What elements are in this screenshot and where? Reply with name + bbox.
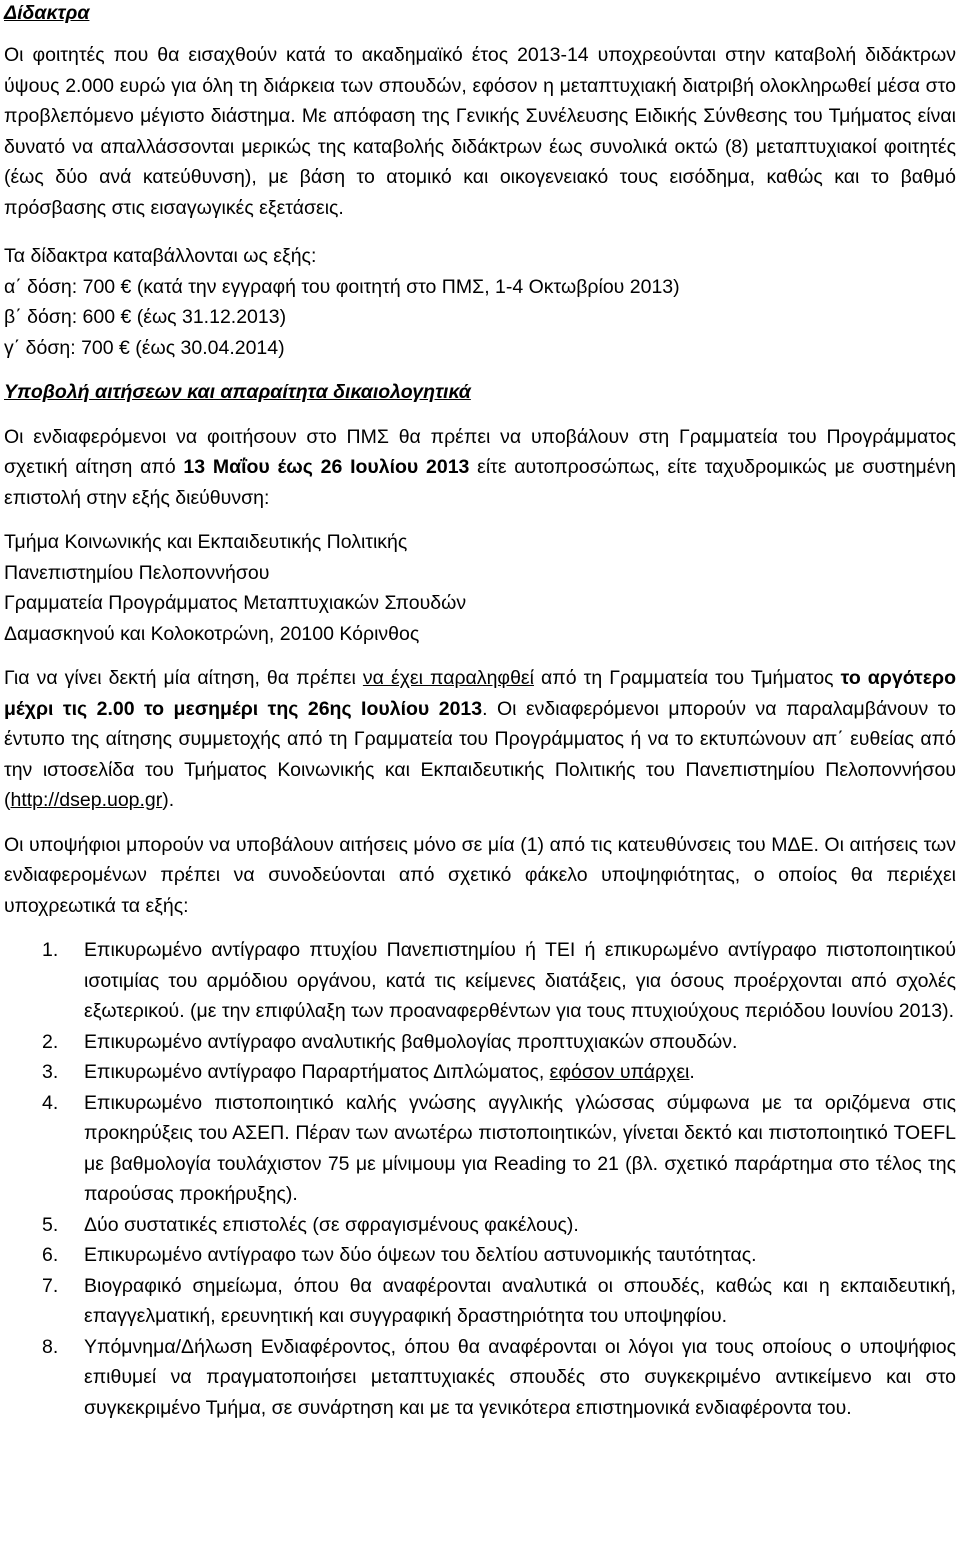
documents-list xyxy=(4,935,956,1423)
address-line: Πανεπιστημίου Πελοποννήσου xyxy=(4,561,270,584)
list-item xyxy=(4,1027,956,1058)
list-item xyxy=(4,935,956,1027)
list-text: Επικυρωμένο πιστοποιητικό καλής γνώσης αγγλικής γλώσσας σύμφωνα με τα οριζόμενα στις προκηρύξεις του ΑΣΕΠ. Πέραν των ανωτέρω πιστοποιητικών, γίνεται δεκτό και πιστοποιητικό TOEFL με βαθμολογία τουλάχιστον 75 με μίνιμουμ για Reading το 21 (βλ. σχετικό παράρτημα στο τέλος της παρούσας προκήρυξης). xyxy=(84,1091,956,1205)
list-item xyxy=(4,1240,956,1271)
applications-heading: Υποβολή αιτήσεων και απαραίτητα δικαιολογητικά xyxy=(4,381,471,403)
text-span: . xyxy=(689,1061,695,1083)
list-number: 3. xyxy=(42,1061,59,1083)
installment-3: γ΄ δόση: 700 € (έως 30.04.2014) xyxy=(4,336,285,359)
mailing-address xyxy=(4,527,956,649)
list-number: 6. xyxy=(42,1244,59,1266)
department-website-link[interactable]: http://dsep.uop.gr xyxy=(10,789,163,811)
address-line: Γραμματεία Προγράμματος Μεταπτυχιακών Σπουδών xyxy=(4,592,467,614)
list-item xyxy=(4,1332,956,1424)
list-text: Επικυρωμένο αντίγραφο αναλυτικής βαθμολογίας προπτυχιακών σπουδών. xyxy=(84,1030,738,1053)
list-item xyxy=(4,1210,956,1241)
list-item xyxy=(4,1057,956,1088)
list-text: Επικυρωμένο αντίγραφο των δύο όψεων του δελτίου αστυνομικής ταυτότητας. xyxy=(84,1244,757,1266)
fees-paragraph: Οι φοιτητές που θα εισαχθούν κατά το ακαδημαϊκό έτος 2013-14 υποχρεούνται στην καταβολή διδάκτρων ύψους 2.000 ευρώ για όλη τη διάρκεια των σπουδών, εφόσον η μεταπτυχιακή διατριβή ολοκληρωθεί μέσα στο προβλεπόμενο μέγιστο διάστημα. Με απόφαση της Γενικής Συνέλευσης Ειδικής Σύνθεσης του Τμήματος είναι δυνατό να απαλλάσσονται μερικώς της καταβολής διδάκτρων έως συνολικά οκτώ (8) μεταπτυχιακοί φοιτητές (έως δύο ανά κατεύθυνση), με βάση το ατομικό και οικογενειακό τους εισόδημα, καθώς και το βαθμό πρόσβασης στις εισαγωγικές εξετάσεις. xyxy=(4,44,956,219)
fees-heading: Δίδακτρα xyxy=(4,2,90,24)
text-span: από τη Γραμματεία του Τμήματος xyxy=(533,667,841,689)
list-text: Υπόμνημα/Δήλωση Ενδιαφέροντος, όπου θα αναφέρονται οι λόγοι για τους οποίους ο υποψήφιος επιθυμεί να πραγματοποιήσει μεταπτυχιακές σπουδές στο συγκεκριμένο αντικείμενο και στο συγκεκριμένο Τμήμα, σε συνάρτηση και με τα γενικότερα επιστημονικά ενδιαφέροντα του. xyxy=(84,1335,956,1419)
list-number: 8. xyxy=(42,1335,59,1358)
address-line: Τμήμα Κοινωνικής και Εκπαιδευτικής Πολιτικής xyxy=(4,531,408,553)
if-exists-underlined: εφόσον υπάρχει xyxy=(549,1061,690,1083)
list-number: 4. xyxy=(42,1091,59,1114)
text-span: . Οι ενδιαφερόμενοι μπορούν να παραλαμβάνουν το έντυπο της αίτησης συμμετοχής από τη Γραμματεία του Προγράμματος ή να το εκτυπώνουν απ΄ ευθείας από την ιστοσελίδα του Τμήματος Κοινωνικής και Εκπαιδευτικής Πολιτικής του Πανεπιστημίου Πελοποννήσου ( xyxy=(4,697,956,811)
deadline-bold: το αργότερο μέχρι τις 2.00 το μεσημέρι της 26ης Ιουλίου 2013 xyxy=(4,667,956,720)
list-text: Δύο συστατικές επιστολές (σε σφραγισμένους φακέλους). xyxy=(84,1213,579,1236)
address-line: Δαμασκηνού και Κολοκοτρώνη, 20100 Κόρινθος xyxy=(4,622,420,645)
text-span: ). xyxy=(162,789,175,811)
text-span: είτε αυτοπροσώπως, είτε ταχυδρομικώς με συστημένη επιστολή στην εξής διεύθυνση: xyxy=(4,456,957,509)
list-item xyxy=(4,1271,956,1332)
installments-intro: Τα δίδακτρα καταβάλλονται ως εξής: xyxy=(4,245,317,267)
list-text xyxy=(84,1057,956,1088)
list-item xyxy=(4,1088,956,1210)
application-period: 13 Μαΐου έως 26 Ιουλίου 2013 xyxy=(183,456,470,478)
installment-1: α΄ δόση: 700 € (κατά την εγγραφή του φοιτητή στο ΠΜΣ, 1-4 Οκτωβρίου 2013) xyxy=(4,275,680,298)
list-number: 1. xyxy=(42,939,59,961)
installment-2: β΄ δόση: 600 € (έως 31.12.2013) xyxy=(4,306,287,328)
list-number: 2. xyxy=(42,1030,59,1053)
text-span: Οι ενδιαφερόμενοι να φοιτήσουν στο ΠΜΣ θα πρέπει να υποβάλουν στη Γραμματεία του Προγράμματος σχετική αίτηση από xyxy=(4,425,956,478)
list-number: 7. xyxy=(42,1274,59,1297)
text-span: Επικυρωμένο αντίγραφο Παραρτήματος Διπλώματος, xyxy=(84,1061,550,1083)
deadline-paragraph xyxy=(4,663,956,816)
applications-paragraph xyxy=(4,422,956,514)
list-number: 5. xyxy=(42,1213,59,1236)
requirements-paragraph: Οι υποψήφιοι μπορούν να υποβάλουν αιτήσεις μόνο σε μία (1) από τις κατευθύνσεις του ΜΔΕ. Οι αιτήσεις των ενδιαφερομένων πρέπει να συνοδεύονται από σχετικό φάκελο υποψηφιότητας, ο οποίος θα περιέχει υποχρεωτικά τα εξής: xyxy=(4,833,956,917)
list-text: Βιογραφικό σημείωμα, όπου θα αναφέρονται αναλυτικά οι σπουδές, καθώς και η εκπαιδευτική, επαγγελματική, ερευνητική και συγγραφική δραστηριότητα του υποψηφίου. xyxy=(84,1274,956,1327)
list-text: Επικυρωμένο αντίγραφο πτυχίου Πανεπιστημίου ή ΤΕΙ ή επικυρωμένο αντίγραφο πιστοποιητικού ισοτιμίας του αρμόδιου οργάνου, κατά τις κείμενες διατάξεις, για όσους προέρχονται από σχολές εξωτερικού. (με την επιφύλαξη των προαναφερθέντων για τους πτυχιούχους περιόδου Ιουνίου 2013). xyxy=(84,939,956,1022)
text-span: Για να γίνει δεκτή μία αίτηση, θα πρέπει xyxy=(4,667,363,689)
received-underlined: να έχει παραληφθεί xyxy=(362,667,534,689)
